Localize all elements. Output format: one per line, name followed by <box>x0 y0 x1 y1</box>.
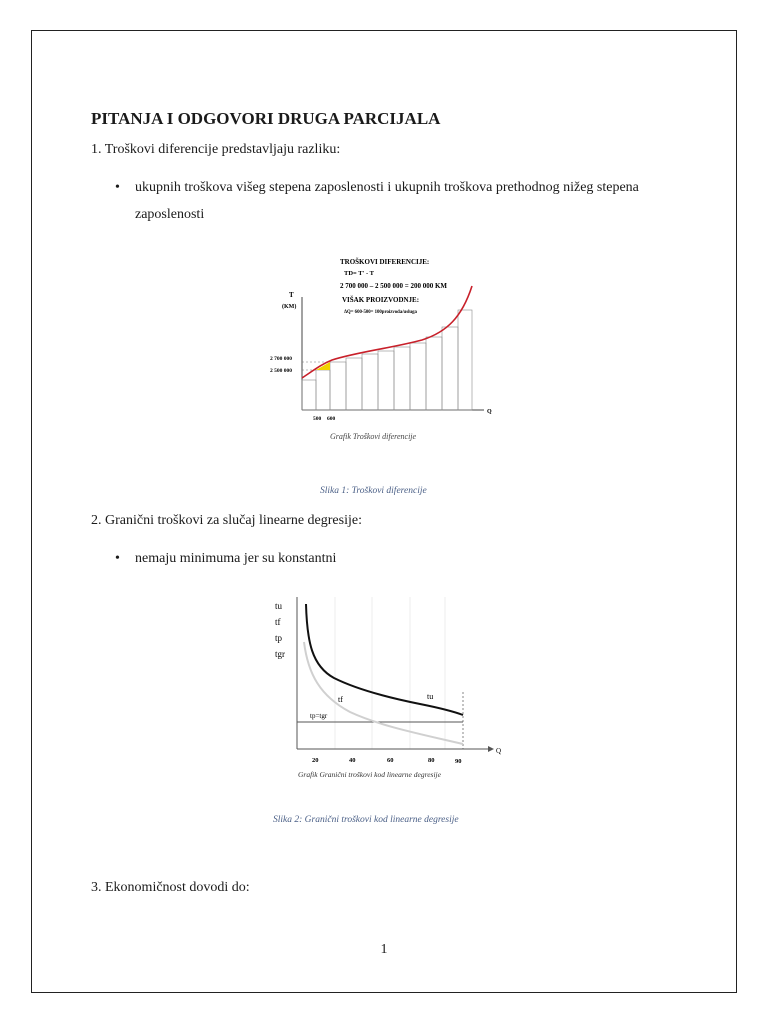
fig2-y-label-tf: tf <box>275 617 281 627</box>
answer-1-line-2: zaposlenosti <box>135 207 205 222</box>
figure-1-caption <box>320 486 427 496</box>
fig1-y-label: T <box>289 291 294 299</box>
fig1-y-tick-lower: 2 500 000 <box>270 368 292 374</box>
figure-2-caption-title: Granični troškovi kod linearne degresije <box>304 815 459 825</box>
figure-2-marginal-cost-graph <box>270 592 506 784</box>
figure-1-caption-title: Troškovi diferencije <box>351 486 427 496</box>
fig1-surplus-calc: ΔQ= 600-500= 100proizvoda/usluga <box>344 310 417 315</box>
answer-1 <box>135 174 695 228</box>
fig1-surplus-heading: VIŠAK PROIZVODNJE: <box>342 296 420 304</box>
question-1: 1. Troškovi diferencije predstavljaju razliku: <box>91 142 341 157</box>
fig2-graph-title: Grafik Granični troškovi kod linearne degresije <box>298 770 441 779</box>
fig2-x-label: Q <box>496 747 502 755</box>
fig1-y-unit: (KM) <box>282 304 297 310</box>
question-3: 3. Ekonomičnost dovodi do: <box>91 880 250 895</box>
figure-1-cost-difference-graph <box>262 252 502 447</box>
fig2-y-label-tu: tu <box>275 601 283 611</box>
fig1-x-tick-1: 500 <box>313 416 322 422</box>
figure-2-caption <box>273 815 459 825</box>
document-title: PITANJA I ODGOVORI DRUGA PARCIJALA <box>91 109 441 128</box>
answer-1-line-1: ukupnih troškova višeg stepena zaposlenosti i ukupnih troškova prethodnog nižeg stepena <box>135 180 639 195</box>
fig1-step-bars <box>302 310 472 410</box>
fig1-formula: TD= T' - T <box>344 270 375 277</box>
fig2-label-tu: tu <box>427 692 434 701</box>
fig1-highlight <box>316 362 330 370</box>
question-2: 2. Granični troškovi za slučaj linearne degresije: <box>91 513 362 528</box>
fig2-x-tick-40: 40 <box>349 757 356 764</box>
bullet-icon: • <box>115 551 120 566</box>
fig2-tf-curve <box>304 642 463 744</box>
fig2-x-tick-90: 90 <box>455 758 462 765</box>
fig1-x-tick-2: 600 <box>327 416 336 422</box>
fig2-y-label-tp: tp <box>275 633 283 643</box>
fig1-x-label: Q <box>487 409 492 415</box>
fig2-label-tp-tgr: tp=tgr <box>310 712 328 720</box>
fig1-heading: TROŠKOVI DIFERENCIJE: <box>340 258 430 266</box>
fig1-graph-title: Grafik Troškovi diferencije <box>330 432 417 441</box>
fig2-x-tick-20: 20 <box>312 757 319 764</box>
fig2-y-label-tgr: tgr <box>275 649 285 659</box>
fig2-x-tick-60: 60 <box>387 757 394 764</box>
fig1-calc: 2 700 000 – 2 500 000 = 200 000 KM <box>340 282 448 290</box>
fig2-label-tf: tf <box>338 695 343 704</box>
page-number: 1 <box>380 942 388 957</box>
fig2-x-tick-80: 80 <box>428 757 435 764</box>
figure-1-caption-prefix: Slika 1: <box>320 486 352 496</box>
bullet-icon: • <box>115 180 120 195</box>
fig1-y-tick-upper: 2 700 000 <box>270 356 292 362</box>
answer-2: nemaju minimuma jer su konstantni <box>135 551 337 566</box>
fig2-x-arrow-icon <box>488 746 494 752</box>
figure-2-caption-prefix: Slika 2: <box>273 815 305 825</box>
